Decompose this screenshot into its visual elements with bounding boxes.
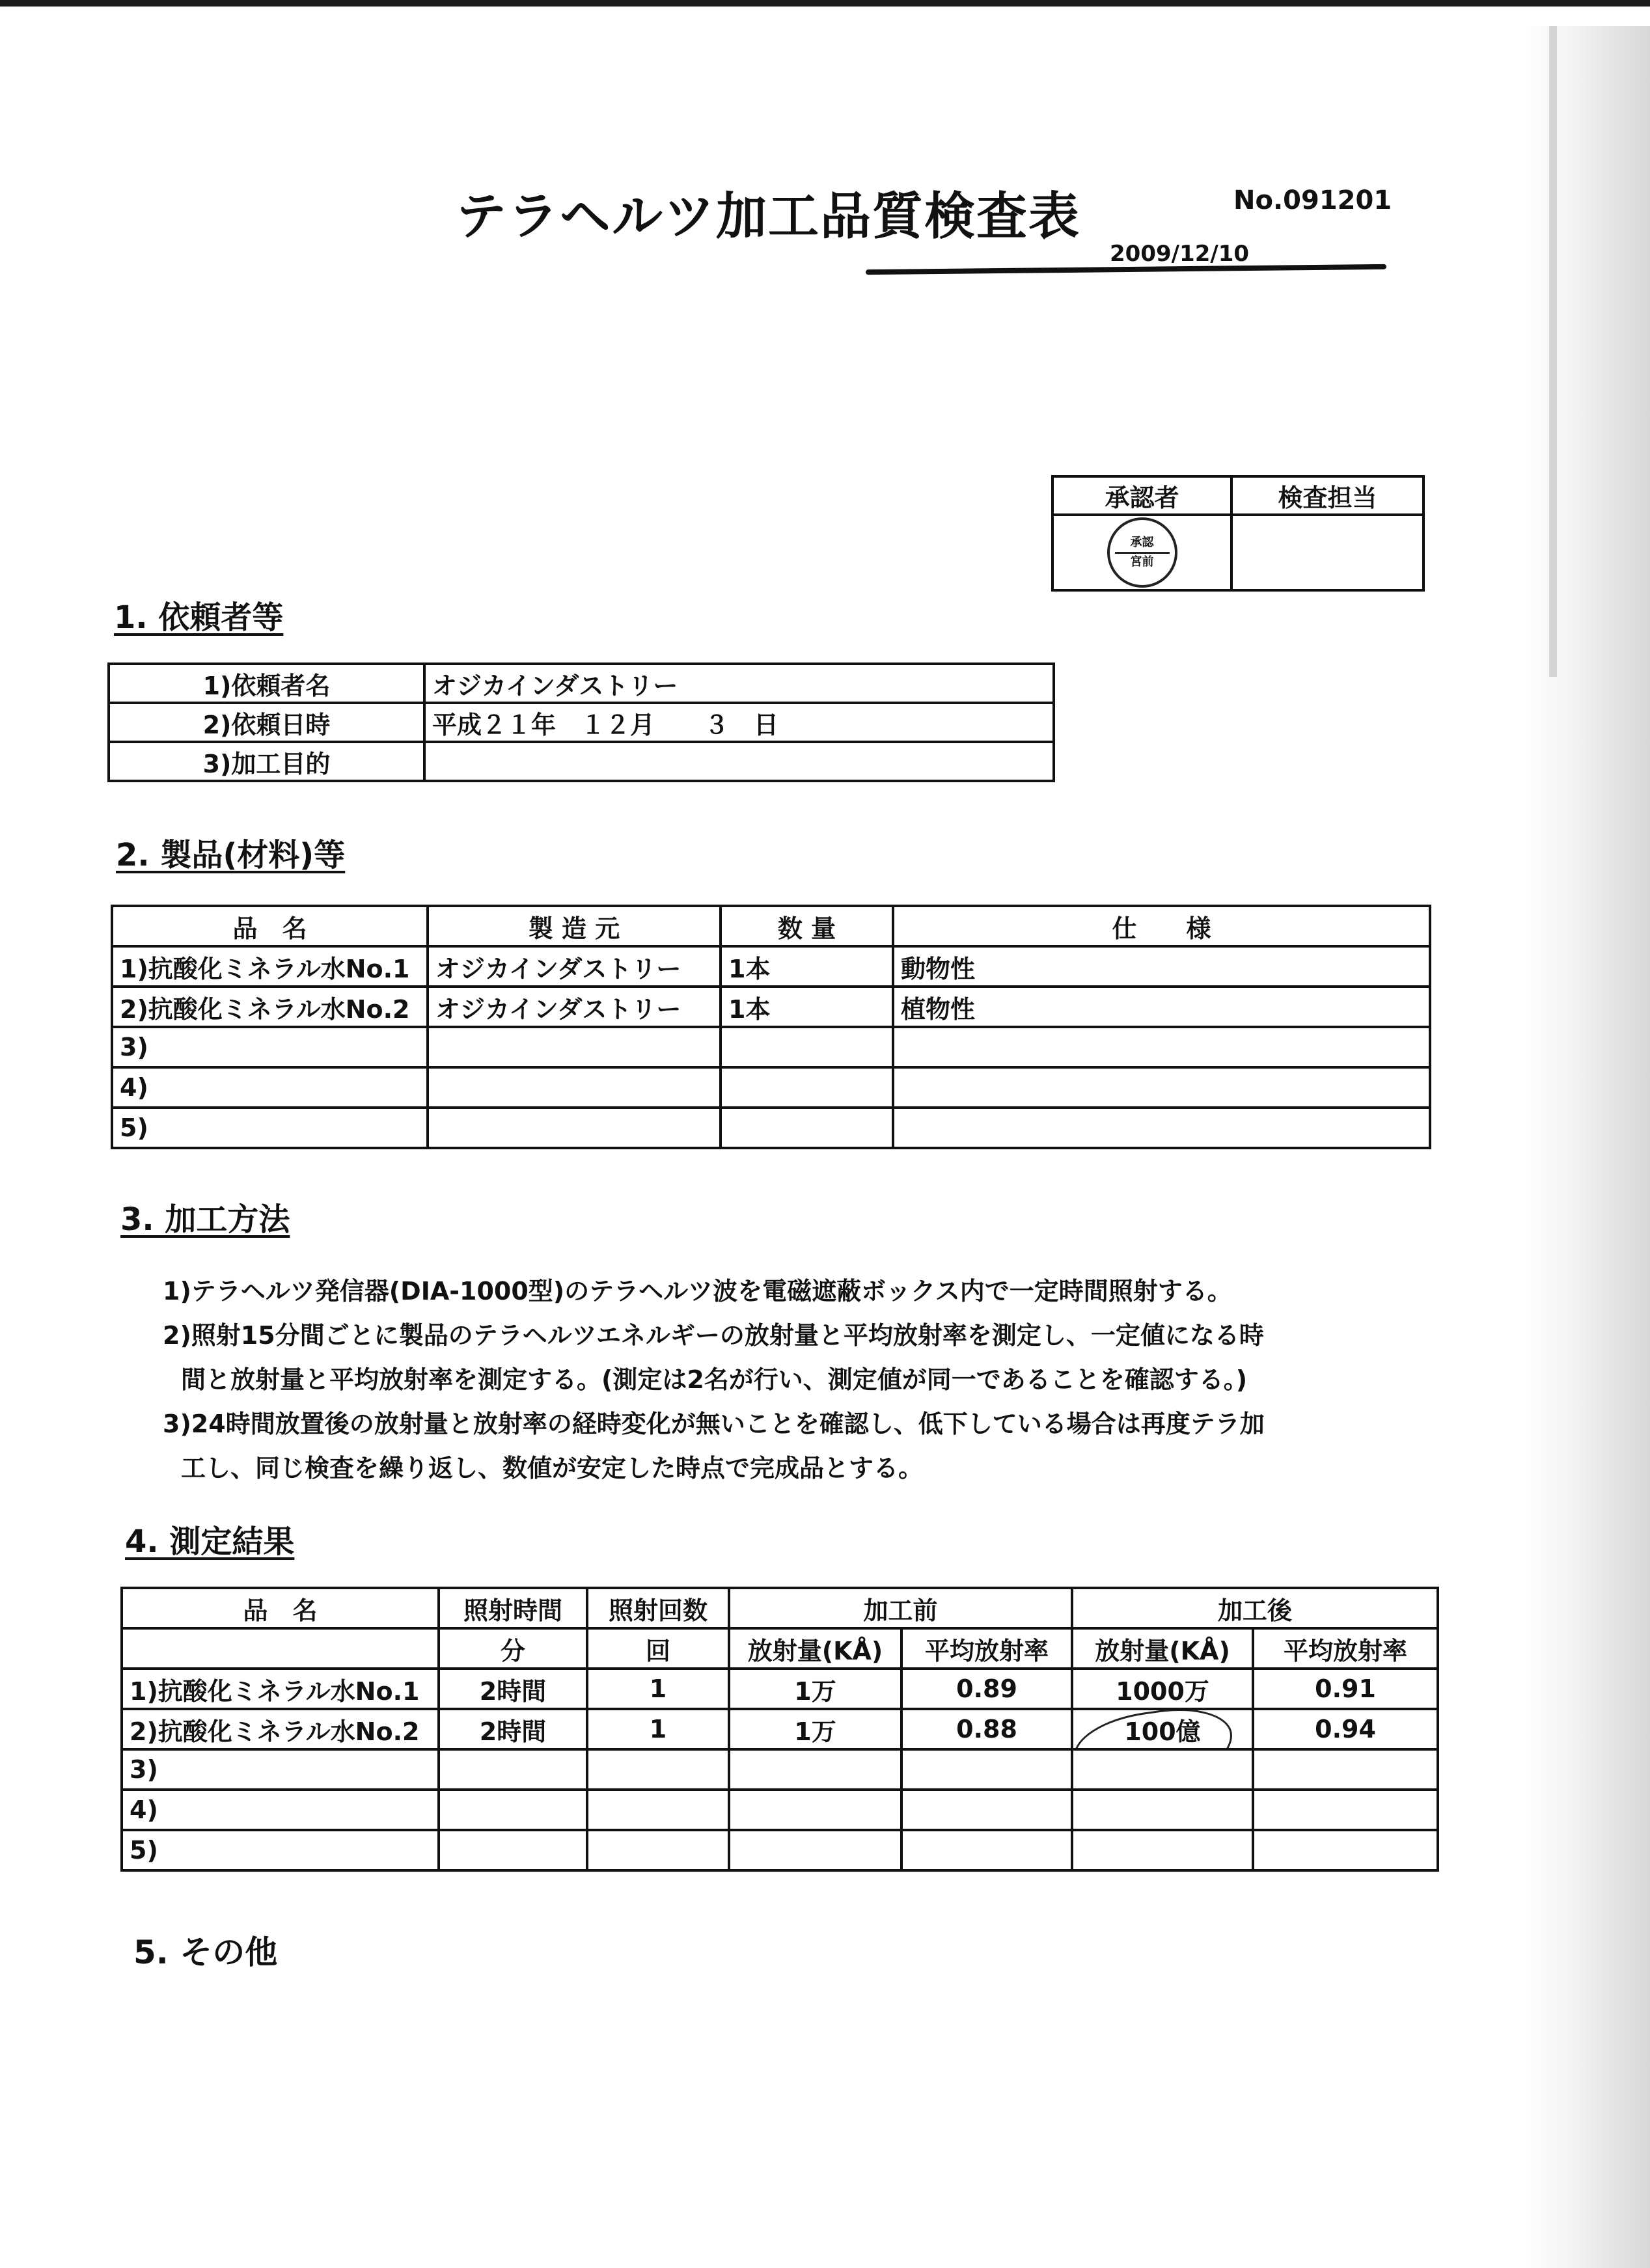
column-header: 製 造 元 <box>428 906 721 946</box>
table-cell <box>439 1790 587 1830</box>
scan-shadow-right <box>1523 26 1650 2268</box>
table-cell: 2)抗酸化ミネラル水No.2 <box>122 1709 439 1749</box>
scan-border-top <box>0 0 1650 7</box>
table-cell <box>729 1790 901 1830</box>
table-cell: 2時間 <box>439 1709 587 1749</box>
column-subheader: 分 <box>439 1628 587 1669</box>
section-heading-method: 3. 加工方法 <box>120 1201 290 1238</box>
inspector-header: 検査担当 <box>1231 476 1423 515</box>
column-header: 照射時間 <box>439 1588 587 1628</box>
table-cell <box>893 1067 1430 1108</box>
table-cell: 1)依頼者名 <box>109 664 424 703</box>
column-subheader: 平均放射率 <box>901 1628 1072 1669</box>
approval-seal <box>1107 517 1177 588</box>
table-cell <box>729 1749 901 1790</box>
inspector-cell <box>1231 515 1423 590</box>
table-cell <box>1253 1830 1438 1870</box>
table-cell: 1本 <box>721 946 893 987</box>
table-row <box>112 1067 1430 1108</box>
table-cell <box>893 1027 1430 1067</box>
column-subheader <box>122 1628 439 1669</box>
results-table <box>120 1587 1439 1872</box>
table-row <box>112 987 1430 1027</box>
column-header: 品 名 <box>122 1588 439 1628</box>
method-line: 2)照射15分間ごとに製品のテラヘルツエネルギーの放射量と平均放射率を測定し、一定値になる時 <box>163 1321 1264 1350</box>
method-line: 3)24時間放置後の放射量と放射率の経時変化が無いことを確認し、低下している場合は再度テラ加 <box>163 1410 1265 1438</box>
seal-top-text: 承認 <box>1130 536 1154 549</box>
table-cell <box>901 1830 1072 1870</box>
table-cell: 5) <box>112 1108 428 1148</box>
table-cell: 1)抗酸化ミネラル水No.1 <box>122 1669 439 1709</box>
table-cell <box>721 1108 893 1148</box>
section-heading-other: 5. その他 <box>133 1933 278 1971</box>
page-title: テラヘルツ加工品質検査表 <box>456 187 1081 246</box>
column-header-before: 加工前 <box>729 1588 1072 1628</box>
section-heading-results: 4. 測定結果 <box>125 1523 295 1560</box>
approver-header: 承認者 <box>1052 476 1231 515</box>
table-cell: 1本 <box>721 987 893 1027</box>
table-row <box>112 946 1430 987</box>
table-cell <box>1072 1749 1253 1790</box>
document-date: 2009/12/10 <box>1110 241 1250 267</box>
column-subheader: 放射量(KÅ) <box>729 1628 901 1669</box>
approver-cell <box>1052 515 1231 590</box>
table-cell <box>1072 1830 1253 1870</box>
approval-table <box>1051 475 1425 592</box>
table-row <box>112 1108 1430 1148</box>
table-cell: 3) <box>122 1749 439 1790</box>
table-cell: 1万 <box>729 1669 901 1709</box>
table-row <box>109 742 1054 781</box>
table-row <box>122 1669 1438 1709</box>
table-cell: オジカインダストリー <box>424 664 1054 703</box>
product-table <box>111 905 1431 1149</box>
table-cell: 2)依頼日時 <box>109 703 424 742</box>
table-cell: 0.91 <box>1253 1669 1438 1709</box>
table-cell: 2)抗酸化ミネラル水No.2 <box>112 987 428 1027</box>
requester-table <box>107 663 1055 782</box>
table-cell: 1 <box>587 1669 729 1709</box>
table-cell <box>901 1790 1072 1830</box>
column-header: 仕 様 <box>893 906 1430 946</box>
table-cell: オジカインダストリー <box>428 946 721 987</box>
table-cell <box>729 1830 901 1870</box>
table-cell <box>428 1108 721 1148</box>
table-cell: オジカインダストリー <box>428 987 721 1027</box>
table-cell: 1 <box>587 1709 729 1749</box>
table-cell: 1000万 <box>1072 1669 1253 1709</box>
table-cell: 動物性 <box>893 946 1430 987</box>
table-cell <box>428 1067 721 1108</box>
table-cell <box>721 1067 893 1108</box>
table-cell: 0.94 <box>1253 1709 1438 1749</box>
table-row <box>109 664 1054 703</box>
table-cell: 4) <box>112 1067 428 1108</box>
table-cell <box>901 1749 1072 1790</box>
column-header: 品 名 <box>112 906 428 946</box>
table-cell: 2時間 <box>439 1669 587 1709</box>
column-subheader: 回 <box>587 1628 729 1669</box>
column-subheader: 放射量(KÅ) <box>1072 1628 1253 1669</box>
table-cell <box>428 1027 721 1067</box>
table-cell: 3)加工目的 <box>109 742 424 781</box>
table-cell: 1)抗酸化ミネラル水No.1 <box>112 946 428 987</box>
column-header: 照射回数 <box>587 1588 729 1628</box>
column-subheader: 平均放射率 <box>1253 1628 1438 1669</box>
table-cell <box>587 1749 729 1790</box>
table-cell: 4) <box>122 1790 439 1830</box>
table-cell: 平成２１年 １２月 ３ 日 <box>424 703 1054 742</box>
table-row <box>122 1830 1438 1870</box>
table-cell: 1万 <box>729 1709 901 1749</box>
table-row <box>122 1790 1438 1830</box>
table-cell <box>439 1830 587 1870</box>
table-cell <box>721 1027 893 1067</box>
method-line: 工し、同じ検査を繰り返し、数値が安定した時点で完成品とする。 <box>181 1454 924 1482</box>
table-cell <box>587 1790 729 1830</box>
section-heading-requester: 1. 依頼者等 <box>114 599 284 636</box>
table-cell-circled: 100億 <box>1072 1709 1253 1749</box>
table-cell: 3) <box>112 1027 428 1067</box>
table-cell <box>893 1108 1430 1148</box>
scan-edge-right <box>1549 26 1557 677</box>
table-cell <box>424 742 1054 781</box>
table-cell <box>1072 1790 1253 1830</box>
method-line: 1)テラヘルツ発信器(DIA-1000型)のテラヘルツ波を電磁遮蔽ボックス内で一定時間照射する。 <box>163 1277 1232 1305</box>
method-line: 間と放射量と平均放射率を測定する。(測定は2名が行い、測定値が同一であることを確認する。) <box>181 1365 1248 1394</box>
document-number: No.091201 <box>1233 185 1392 215</box>
table-row <box>122 1709 1438 1749</box>
table-cell: 植物性 <box>893 987 1430 1027</box>
table-cell: 0.88 <box>901 1709 1072 1749</box>
column-header: 数 量 <box>721 906 893 946</box>
table-row <box>109 703 1054 742</box>
seal-bottom-text: 宮前 <box>1130 555 1154 569</box>
table-cell: 0.89 <box>901 1669 1072 1709</box>
table-cell <box>587 1830 729 1870</box>
table-cell <box>1253 1749 1438 1790</box>
section-heading-product: 2. 製品(材料)等 <box>116 837 346 873</box>
table-cell <box>439 1749 587 1790</box>
column-header-after: 加工後 <box>1072 1588 1438 1628</box>
table-row <box>122 1749 1438 1790</box>
table-cell: 5) <box>122 1830 439 1870</box>
method-text <box>163 1269 1265 1490</box>
table-row <box>112 1027 1430 1067</box>
table-cell <box>1253 1790 1438 1830</box>
